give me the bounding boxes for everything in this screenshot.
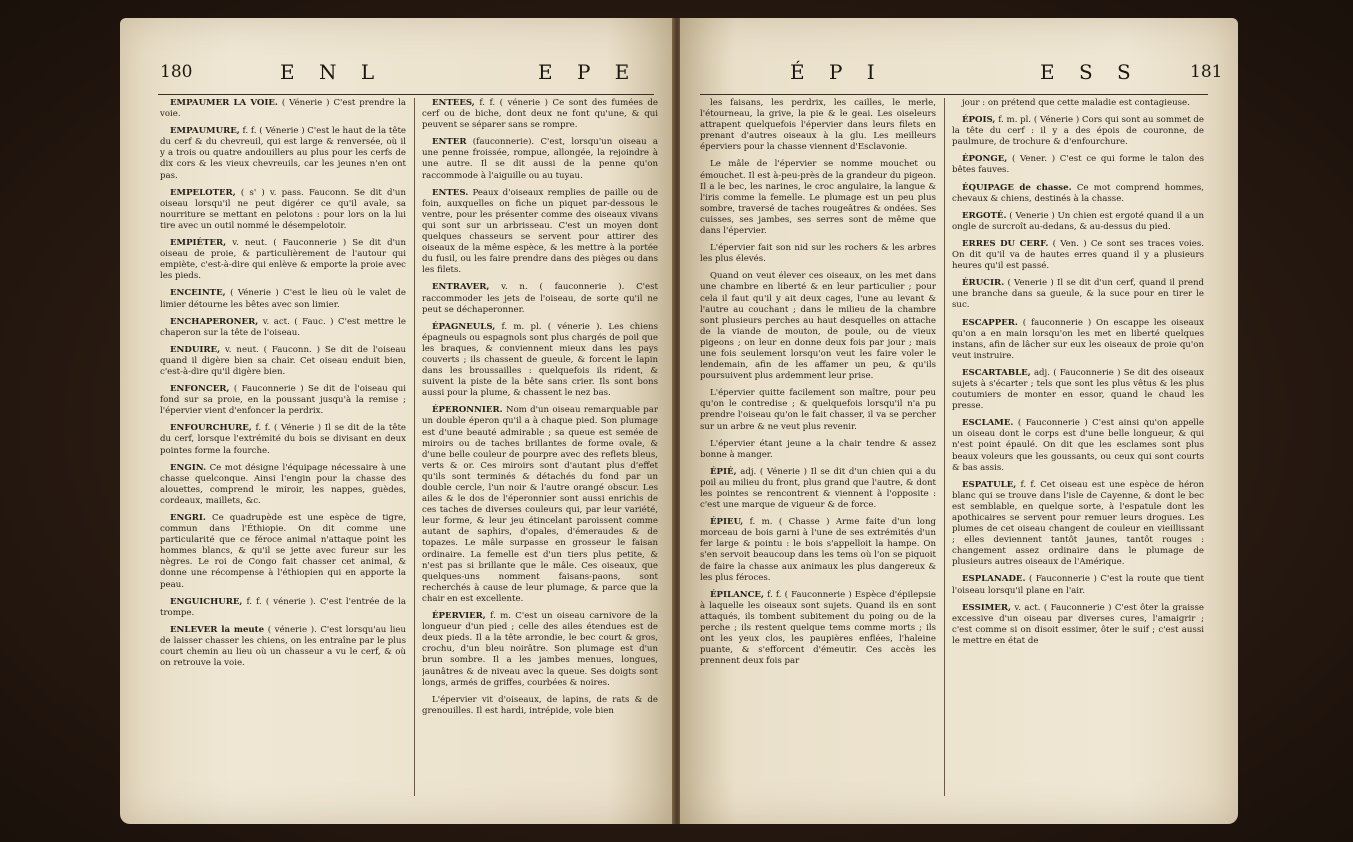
entry-text: v. act. ( Fauconnerie ) C'est ôter la graisse excessive d'un oiseau par diverses cures, l'amaigrir ; c'est comme si on disoit essimer, ôter le suif ; c'est aussi le mettre en état de bbox=[952, 602, 1204, 646]
dictionary-entry bbox=[700, 517, 936, 584]
entry-headword: ÉPIÉ, bbox=[710, 466, 737, 477]
entry-text: f. m. pl. ( Vénerie ) Cors qui sont au sommet de la tête du cerf : il y a des épois de couronne, de paulmure, de trochure & d'enfourchure. bbox=[952, 115, 1204, 148]
right-running-head-2: E S S bbox=[1040, 60, 1140, 84]
dictionary-entry bbox=[422, 322, 658, 400]
entry-text: adj. ( Vénerie ) Il se dit d'un chien qui a du poil au milieu du front, plus grand que l'autre, & dont les pointes se rencontrent & viennent à l'opposite : c'est une marque de vigueur & de force. bbox=[700, 466, 936, 511]
entry-headword: EMPAUMER LA VOIE. bbox=[170, 98, 278, 108]
entry-headword: ESCARTABLE, bbox=[962, 367, 1031, 378]
entry-headword: ÉPONGE, bbox=[962, 154, 1008, 165]
dictionary-entry bbox=[952, 183, 1204, 205]
entry-text: Nom d'un oiseau remarquable par un double éperon qu'il a à chaque pied. Son plumage est d'une beauté admirable ; sa queue est semée de miroirs ou de taches brillantes de forme ovale, & d'une belle couleur de pourpre avec des reflets bleus, verts & or. Ces miroirs sont d'autant plus d'effet qu'ils sont terminés & détachés du fond par un double cercle, l'un noir & l'autre orangé obscur. Les ailes & le dos de l'éperonnier sont aussi enrichis de ces taches de diverses couleurs qui, par leur variété, leur forme, & leur jeu étincelant paroissent comme autant de saphirs, d'opales, d'émeraudes & de topazes. Le mâle surpasse en grosseur le faisan ordinaire. La femelle est d'un tiers plus petite, & n'est pas si brillante que le mâle. Ces oiseaux, que quelques-uns nomment faisans-paons, sont recherchés à cause de leur plumage, & parce que la chair en est excellente. bbox=[422, 405, 658, 604]
entry-headword: ENDUIRE, bbox=[170, 344, 221, 355]
entry-text: Peaux d'oiseaux remplies de paille ou de foin, auxquelles on fiche un piquet par-dessous le ventre, pour les présenter comme des oiseaux vivans qui sont sur un arbrisseau. C'est un moyen dont quelques chasseurs se servent pour attirer des oiseaux de la même espèce, & les mettre à la portée du fusil, ou les faire prendre dans des pièges ou dans les filets. bbox=[422, 187, 658, 276]
entry-headword: ESCAPPER. bbox=[962, 317, 1018, 328]
dictionary-entry bbox=[422, 611, 658, 689]
entry-headword: ENGUICHURE, bbox=[170, 596, 243, 607]
dictionary-entry bbox=[160, 238, 406, 282]
dictionary-entry bbox=[160, 597, 406, 619]
dictionary-entry bbox=[952, 278, 1204, 311]
entry-headword: ENTER bbox=[432, 137, 467, 148]
entry-text: ( Ven. ) Ce sont ses traces voies. On dit qu'il va de hautes erres quand il y a plusieurs heures qu'il est passé. bbox=[952, 238, 1204, 272]
dictionary-entry bbox=[422, 188, 658, 277]
dictionary-entry bbox=[422, 137, 658, 181]
entry-text: ( Venerie ) Il se dit d'un cerf, quand il prend une branche dans sa gueule, & la suce pour en tirer le suc. bbox=[952, 278, 1204, 311]
right-header-rule bbox=[700, 94, 1208, 95]
entry-text: jour : on prétend que cette maladie est contagieuse. bbox=[962, 98, 1190, 108]
left-running-head-2: E P E bbox=[538, 60, 639, 84]
entry-headword: ENTES. bbox=[432, 187, 469, 198]
left-column-1 bbox=[160, 98, 406, 796]
entry-text: v. neut. ( Fauconn. ) Se dit de l'oiseau quand il digère bien sa chair. Cet oiseau enduit bien, c'est-à-dire qu'il digère bien. bbox=[160, 344, 406, 377]
dictionary-entry bbox=[700, 439, 936, 461]
entry-text: Ce mot désigne l'équipage nécessaire à une chasse quelconque. Ainsi l'engin pour la chasse des alouettes, comprend le miroir, les nappes, guèdes, cordeaux, maillets, &c. bbox=[160, 462, 406, 506]
dictionary-entry bbox=[952, 318, 1204, 362]
entry-headword: ESPATULE, bbox=[962, 479, 1017, 490]
left-header-rule bbox=[158, 94, 654, 95]
dictionary-entry bbox=[952, 115, 1204, 148]
dictionary-entry bbox=[160, 423, 406, 456]
dictionary-entry bbox=[700, 243, 936, 265]
entry-headword: ESSIMER, bbox=[962, 602, 1011, 613]
entry-text: v. neut. ( Fauconnerie ) Se dit d'un oiseau de proie, & particulièrement de l'autour qui empiète, c'est-à-dire qui enlève & emporte la proie avec les pieds. bbox=[160, 238, 406, 282]
entry-headword: ESCLAME. bbox=[962, 418, 1014, 429]
dictionary-entry bbox=[422, 98, 658, 131]
entry-text: f. f. ( Vénerie ) C'est le haut de la tête du cerf & du chevreuil, qui est large & renversée, où il y a trois ou quatre andouillers au plus pour les cerfs de dix cors & les vieux chevreuils, car les jeunes n'en ont pas. bbox=[160, 126, 406, 181]
dictionary-entry bbox=[952, 418, 1204, 473]
entry-text: ( Fauconnerie ) C'est la route que tient l'oiseau lorsqu'il plane en l'air. bbox=[952, 574, 1204, 596]
entry-headword: ENTRAVER, bbox=[432, 282, 490, 293]
dictionary-entry bbox=[700, 467, 936, 511]
dictionary-entry bbox=[952, 368, 1204, 412]
dictionary-entry bbox=[952, 603, 1204, 647]
dictionary-entry bbox=[952, 239, 1204, 272]
dictionary-entry bbox=[160, 463, 406, 507]
dictionary-entry bbox=[700, 388, 936, 432]
left-running-head-1: E N L bbox=[280, 60, 384, 84]
dictionary-entry bbox=[160, 98, 406, 120]
entry-text: ( Fauconnerie ) C'est ainsi qu'on appelle un oiseau dont le corps est d'une belle longueur, & qui n'est point épaulé. On dit que les esclames sont plus beaux voleurs que les goussants, ou ceux qui sont courts & bas assis. bbox=[952, 418, 1204, 473]
right-page-header bbox=[680, 62, 1238, 92]
entry-text: (fauconnerie). C'est, lorsqu'un oiseau a une penne froissée, rompue, allongée, la rejoindre à une autre. Il se dit aussi de la penne qu'on raccommode à l'aiguille ou au tuyau. bbox=[422, 137, 658, 181]
entry-text: L'épervier étant jeune a la chair tendre & assez bonne à manger. bbox=[700, 438, 936, 460]
entry-text: ( s' ) v. pass. Fauconn. Se dit d'un oiseau lorsqu'il ne peut digérer ce qu'il avale, sa nourriture se mettant en pelotons : pour lors on la lui tire avec un outil nommé le désempelotoir. bbox=[160, 187, 406, 231]
entry-text: Ce mot comprend hommes, chevaux & chiens, destinés à la chasse. bbox=[952, 182, 1204, 204]
entry-headword: ÉRUCIR. bbox=[962, 278, 1005, 289]
entry-headword: EMPAUMURE, bbox=[170, 126, 240, 137]
right-column-2 bbox=[952, 98, 1204, 796]
entry-text: Quand on veut élever ces oiseaux, on les met dans une chambre en liberté & en leur particulier ; pour cela il faut qu'il y ait deux cages, l'une au levant & l'autre au couchant ; dans le milieu de la chambre sont plusieurs perches au haut desquelles on attache de la viande de mouton, de poule, ou de vieux pigeons ; on leur en donne deux fois par jour ; mais une fois seulement lorsqu'on veut les faire voler le lendemain, afin de les affamer un peu, & qu'ils poursuivent plus ardemment leur prise. bbox=[700, 271, 936, 382]
dictionary-entry bbox=[160, 126, 406, 181]
entry-text: f. m. pl. ( vénerie ). Les chiens épagneuls ou espagnols sont plus chargés de poil que les braques, & conviennent mieux dans les pays couverts ; ils chassent de gueule, & forcent le lapin dans les broussailles : quelquefois ils rident, & suivent la piste de la bête sans crier. Ils sont bons aussi pour la plume, & chassent le nez bas. bbox=[422, 321, 658, 399]
dictionary-entry bbox=[700, 590, 936, 668]
entry-headword: ENTÉES, bbox=[432, 98, 475, 108]
entry-text: ( Vener. ) C'est ce qui forme le talon des bêtes fauves. bbox=[952, 154, 1204, 176]
entry-headword: ÉPAGNEULS, bbox=[432, 321, 496, 332]
dictionary-entry bbox=[700, 98, 936, 153]
entry-text: adj. ( Fauconnerie ) Se dit des oiseaux sujets à s'écarter ; tels que sont les plus vêtus & les plus coutumiers de monter en essor, quand le chaud les presse. bbox=[952, 367, 1204, 412]
dictionary-entry bbox=[952, 98, 1204, 109]
entry-text: Ce quadrupède est une espèce de tigre, commun dans l'Éthiopie. On dit comme une particularité que ce féroce animal n'attaque point les hommes blancs, & qu'il se jette avec fureur sur les nègres. Le roi de Congo fait chasser cet animal, & donne une récompense à l'éthiopien qui en apporte la peau. bbox=[160, 513, 406, 590]
entry-headword: ÉPOIS, bbox=[962, 115, 996, 126]
entry-headword: ÉPERONNIER. bbox=[432, 405, 503, 416]
right-page bbox=[680, 18, 1238, 824]
entry-headword: ENCEINTE, bbox=[170, 288, 226, 299]
entry-headword: ÉPIEU, bbox=[710, 517, 744, 528]
dictionary-entry bbox=[160, 188, 406, 232]
entry-headword: ÉQUIPAGE de chasse. bbox=[962, 182, 1072, 193]
entry-text: Le mâle de l'épervier se nomme mouchet ou émouchet. Il est à-peu-près de la grandeur du pigeon. Il a le bec, les narines, le croc angulaire, la langue & l'iris comme la femelle. Le plumage est un peu plus sombre, traversé de taches rougeâtres & ondées. Ses cuisses, ses jambes, ses serres sont de même que dans l'épervier. bbox=[700, 159, 936, 237]
left-column-2 bbox=[422, 98, 658, 796]
entry-text: f. m. ( Chasse ) Arme faite d'un long morceau de bois garni à l'une de ses extrémités d'un fer large & pointu : le bois s'appelloit la hampe. On s'en servoit beaucoup dans les tems où l'on se piquoit de faire la chasse aux animaux les plus dangereux & les plus féroces. bbox=[700, 517, 936, 583]
left-page bbox=[120, 18, 674, 824]
entry-text: les faisans, les perdrix, les cailles, le merle, l'étourneau, la grive, la pie & le geai. Les oiseleurs attrapent quelquefois l'épervier dans leurs filets en prenant d'autres oiseaux à la glu. Les meilleurs éperviers pour la chasse viennent d'Esclavonie. bbox=[700, 98, 936, 153]
entry-text: ( vénerie ). C'est lorsqu'au lieu de laisser chasser les chiens, on les entraîne par le plus court chemin au lieu où un chasseur a vu le cerf, & où on retrouve la voie. bbox=[160, 624, 406, 669]
dictionary-entry bbox=[422, 282, 658, 315]
entry-text: f. f. ( vénerie ). C'est l'entrée de la trompe. bbox=[160, 596, 406, 618]
entry-headword: EMPIÉTER, bbox=[170, 238, 227, 249]
entry-headword: EMPELOTER, bbox=[170, 187, 236, 198]
dictionary-entry bbox=[160, 317, 406, 339]
entry-headword: ESPLANADE. bbox=[962, 574, 1026, 585]
right-column-1 bbox=[700, 98, 936, 796]
entry-text: f. f. ( Vénerie ) Il se dit de la tête du cerf, lorsque l'extrémité du bois se divisant en deux pointes forme la fourche. bbox=[160, 423, 406, 456]
dictionary-entry bbox=[422, 695, 658, 717]
entry-text: ( Fauconnerie ) Se dit de l'oiseau qui fond sur sa proie, en la poussant jusqu'à la remise ; l'épervier vient d'enfoncer la perdrix. bbox=[160, 384, 406, 417]
entry-headword: ERRES DU CERF. bbox=[962, 238, 1049, 249]
entry-text: L'épervier quitte facilement son maître, pour peu qu'on le contredise ; & quelquefois lorsqu'il n'a pu prendre l'oiseau qu'on le fait chasser, il va se percher sur un arbre & ne veut plus revenir. bbox=[700, 388, 936, 432]
entry-headword: ENFONCER, bbox=[170, 384, 230, 395]
right-column-divider bbox=[944, 98, 945, 796]
dictionary-entry bbox=[422, 405, 658, 605]
entry-headword: ENFOURCHURE, bbox=[170, 423, 252, 434]
dictionary-entry bbox=[952, 154, 1204, 176]
dictionary-entry bbox=[160, 625, 406, 669]
entry-text: f. f. Cet oiseau est une espèce de héron blanc qui se trouve dans l'isle de Cayenne, & dont le bec est semblable, en quelque sorte, à l'espatule dont les apothicaires se servent pour remuer leurs drogues. Les plumes de cet oiseau changent de couleur en vieillissant ; elles deviennent tantôt jaunes, tantôt rouges : changement assez ordinaire dans le plumage de plusieurs autres oiseaux de l'Amérique. bbox=[952, 479, 1204, 568]
dictionary-entry bbox=[952, 211, 1204, 233]
left-page-header bbox=[120, 62, 674, 92]
entry-text: ( Vénerie ) C'est prendre la voie. bbox=[160, 98, 406, 120]
dictionary-entry bbox=[160, 288, 406, 310]
entry-headword: ÉPERVIER, bbox=[432, 611, 486, 622]
entry-headword: ÉPILANCE, bbox=[710, 589, 764, 600]
entry-text: v. act. ( Fauc. ) C'est mettre le chaperon sur la tête de l'oiseau. bbox=[160, 316, 406, 338]
entry-headword: ENLEVER la meute bbox=[170, 624, 265, 635]
entry-text: L'épervier fait son nid sur les rochers & les arbres les plus élevés. bbox=[700, 243, 936, 265]
entry-text: f. f. ( vénerie ) Ce sont des fumées de cerf ou de biche, dont deux ne font qu'une, & qui peuvent se séparer sans se rompre. bbox=[422, 98, 658, 131]
dictionary-entry bbox=[952, 480, 1204, 569]
entry-text: ( Vénerie ) C'est le lieu où le valet de limier détourne les bêtes avec son limier. bbox=[160, 288, 406, 310]
dictionary-entry bbox=[700, 271, 936, 382]
entry-text: L'épervier vit d'oiseaux, de lapins, de rats & de grenouilles. Il est hardi, intrépide, vole bien bbox=[422, 694, 658, 716]
left-column-divider bbox=[414, 98, 415, 796]
dictionary-entry bbox=[160, 513, 406, 591]
entry-text: v. n. ( fauconnerie ). C'est raccommoder les jets de l'oiseau, de sorte qu'il ne peut se déchaperonner. bbox=[422, 282, 658, 315]
dictionary-entry bbox=[160, 345, 406, 378]
right-running-head-1: É P I bbox=[790, 60, 884, 84]
entry-headword: ERGOTÉ. bbox=[962, 210, 1007, 221]
entry-text: f. f. ( Fauconnerie ) Espèce d'épilepsie à laquelle les oiseaux sont sujets. Quand ils en sont attaqués, ils tombent subitement du poing ou de la perche ; ils restent quelque tems comme morts ; ils ont les yeux clos, les paupières enflées, l'haleine puante, & s'efforcent d'émeutir. Ces accès les prennent deux fois par bbox=[700, 589, 936, 667]
entry-headword: ENGIN. bbox=[170, 462, 207, 473]
entry-text: f. m. C'est un oiseau carnivore de la longueur d'un pied ; celle des ailes étendues est de deux pieds. Il a la tête arrondie, le bec court & gros, crochu, d'un bleu noirâtre. Son plumage est d'un brun sombre. Il a les jambes menues, longues, jaunâtres & de niveau avec la queue. Ses doigts sont longs, armés de griffes, courbées & noires. bbox=[422, 611, 658, 688]
entry-headword: ENCHAPERONER, bbox=[170, 316, 259, 327]
dictionary-entry bbox=[160, 384, 406, 417]
entry-text: ( fauconnerie ) On escappe les oiseaux qu'on a en main lorsqu'on les met en liberté quelques instans, afin de lâcher sur eux les oiseaux de proie qu'on veut instruire. bbox=[952, 317, 1204, 361]
entry-headword: ENGRI. bbox=[170, 513, 206, 523]
left-page-number: 180 bbox=[160, 62, 193, 82]
dictionary-entry bbox=[952, 574, 1204, 596]
dictionary-entry bbox=[700, 159, 936, 237]
entry-text: ( Venerie ) Un chien est ergoté quand il a un ongle de surcroît au-dedans, & au-dessus du pied. bbox=[952, 210, 1204, 232]
right-page-number: 181 bbox=[1190, 62, 1223, 82]
